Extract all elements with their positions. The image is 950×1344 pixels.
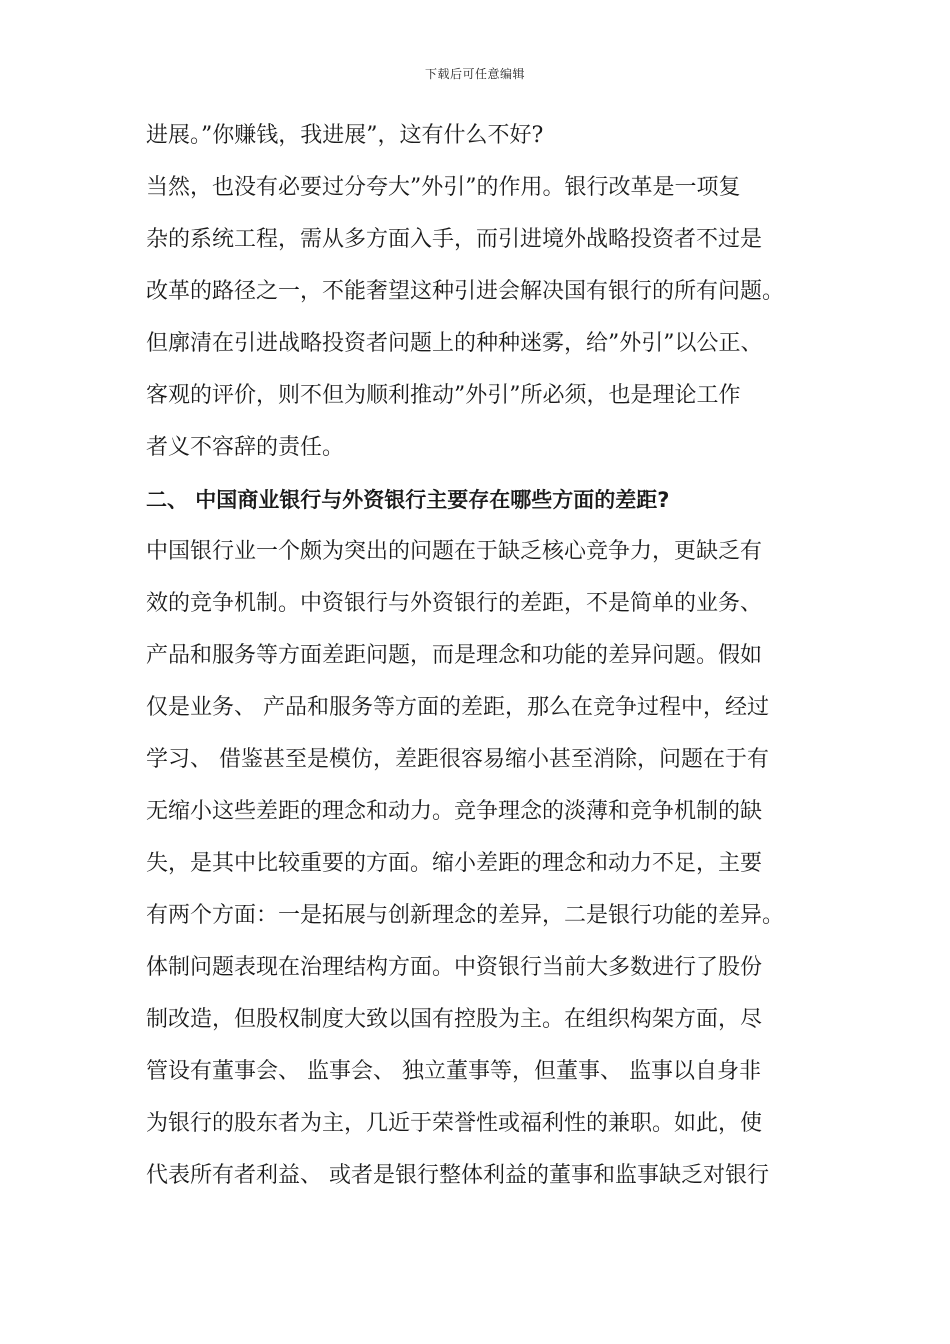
text-line: 有两个方面：一是拓展与创新理念的差异，二是银行功能的差异。 <box>146 903 785 928</box>
text-line: 失，是其中比较重要的方面。缩小差距的理念和动力不足，主要 <box>146 851 763 876</box>
text-line: 效的竞争机制。中资银行与外资银行的差距，不是简单的业务、 <box>146 591 763 616</box>
section-heading: 二、 中国商业银行与外资银行主要存在哪些方面的差距? <box>146 488 670 512</box>
document-body <box>146 114 808 1206</box>
text-line: 学习、 借鉴甚至是模仿，差距很容易缩小甚至消除，问题在于有 <box>146 747 769 772</box>
text-line: 改革的路径之一，不能奢望这种引进会解决国有银行的所有问题。 <box>146 279 785 304</box>
text-line: 但廓清在引进战略投资者问题上的种种迷雾，给”外引”以公正、 <box>146 331 763 356</box>
text-line: 制改造，但股权制度大致以国有控股为主。在组织构架方面，尽 <box>146 1007 763 1032</box>
text-line: 中国银行业一个颇为突出的问题在于缺乏核心竞争力，更缺乏有 <box>146 539 763 564</box>
page-header: 下载后可任意编辑 <box>424 67 525 81</box>
text-line: 代表所有者利益、 或者是银行整体利益的董事和监事缺乏对银行 <box>146 1163 769 1188</box>
text-line: 管设有董事会、 监事会、 独立董事等，但董事、 监事以自身非 <box>146 1059 761 1084</box>
text-line: 产品和服务等方面差距问题，而是理念和功能的差异问题。假如 <box>146 643 763 668</box>
text-line: 杂的系统工程，需从多方面入手，而引进境外战略投资者不过是 <box>146 227 763 252</box>
text-line: 为银行的股东者为主，几近于荣誉性或福利性的兼职。如此，使 <box>146 1111 763 1136</box>
text-line: 无缩小这些差距的理念和动力。竞争理念的淡薄和竞争机制的缺 <box>146 799 763 824</box>
text-line: 者义不容辞的责任。 <box>146 435 345 460</box>
text-line: 当然，也没有必要过分夸大”外引”的作用。银行改革是一项复 <box>146 175 741 200</box>
text-line: 客观的评价，则不但为顺利推动”外引”所必须，也是理论工作 <box>146 383 741 408</box>
text-line: 仅是业务、 产品和服务等方面的差距，那么在竞争过程中，经过 <box>146 695 769 720</box>
text-line: 进展。”你赚钱，我进展”，这有什么不好? <box>146 123 544 148</box>
text-line: 体制问题表现在治理结构方面。中资银行当前大多数进行了股份 <box>146 955 763 980</box>
